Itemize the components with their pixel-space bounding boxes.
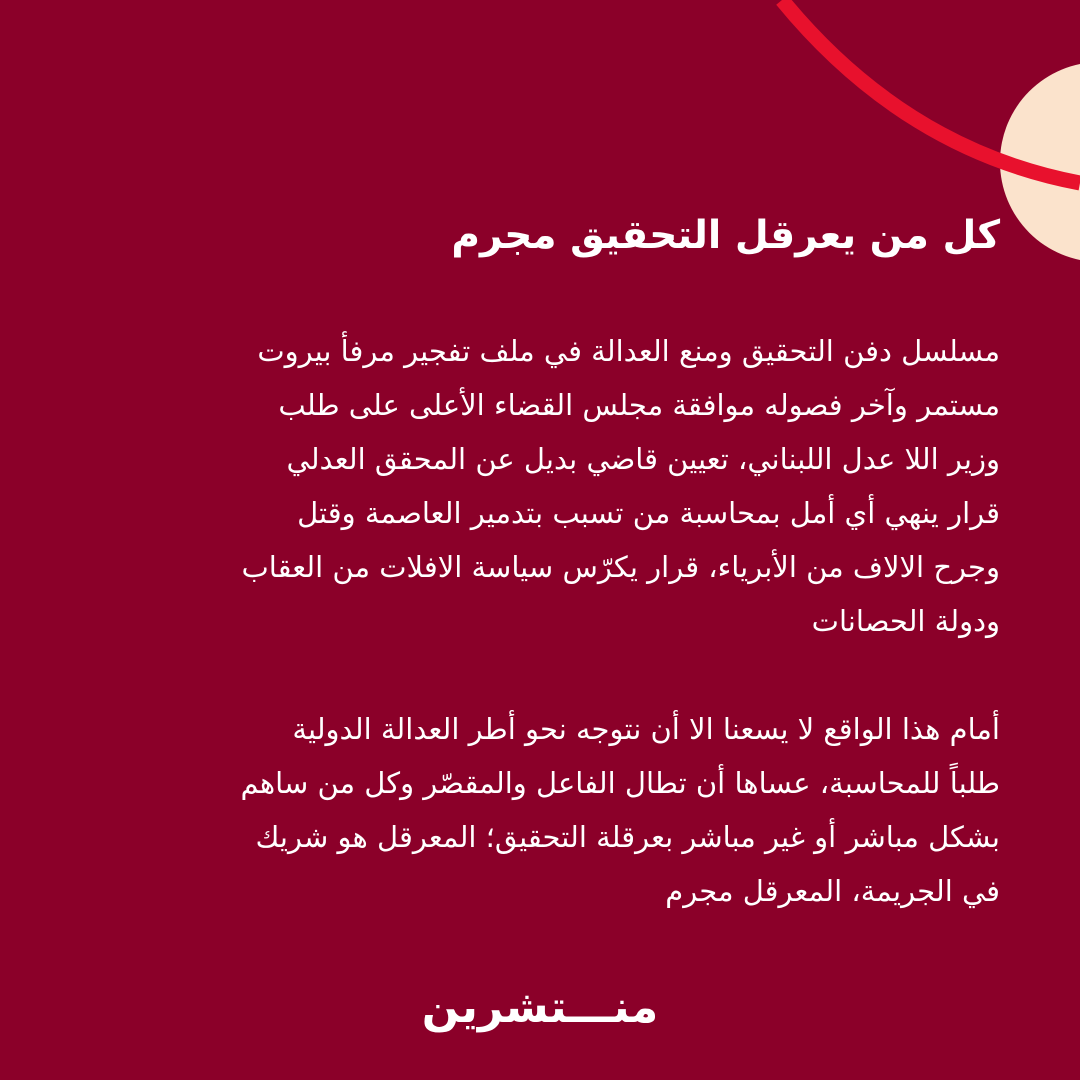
paragraph-1-line: قرار ينهي أي أمل بمحاسبة من تسبب بتدمير العاصمة وقتل — [297, 495, 1000, 530]
post-headline: كل من يعرقل التحقيق مجرم — [451, 213, 1000, 258]
cream-circle-shape — [1000, 62, 1080, 262]
paragraph-1-line: ودولة الحصانات — [811, 603, 1000, 638]
paragraph-1 — [50, 324, 1000, 648]
paragraph-2-line: في الجريمة، المعرقل مجرم — [665, 873, 1000, 908]
paragraph-1-line: وزير اللا عدل اللبناني، تعيين قاضي بديل عن المحقق العدلي — [286, 441, 1000, 476]
post-content — [50, 195, 1000, 918]
red-arc-shape — [782, 0, 1080, 183]
brand-logo-text: منـــتشرين — [421, 982, 659, 1033]
paragraph-1-line: مستمر وآخر فصوله موافقة مجلس القضاء الأعلى على طلب — [278, 387, 1000, 422]
brand-logo — [0, 982, 1080, 1033]
paragraph-1-line: وجرح الالاف من الأبرياء، قرار يكرّس سياسة الافلات من العقاب — [241, 549, 1000, 584]
paragraph-2-line: أمام هذا الواقع لا يسعنا الا أن نتوجه نحو أطر العدالة الدولية — [292, 711, 1000, 746]
paragraph-2 — [50, 702, 1000, 918]
paragraph-2-line: بشكل مباشر أو غير مباشر بعرقلة التحقيق؛ المعرقل هو شريك — [255, 819, 1000, 854]
paragraph-1-line: مسلسل دفن التحقيق ومنع العدالة في ملف تفجير مرفأ بيروت — [257, 333, 1000, 368]
paragraph-2-line: طلباً للمحاسبة، عساها أن تطال الفاعل والمقصّر وكل من ساهم — [240, 765, 1000, 800]
